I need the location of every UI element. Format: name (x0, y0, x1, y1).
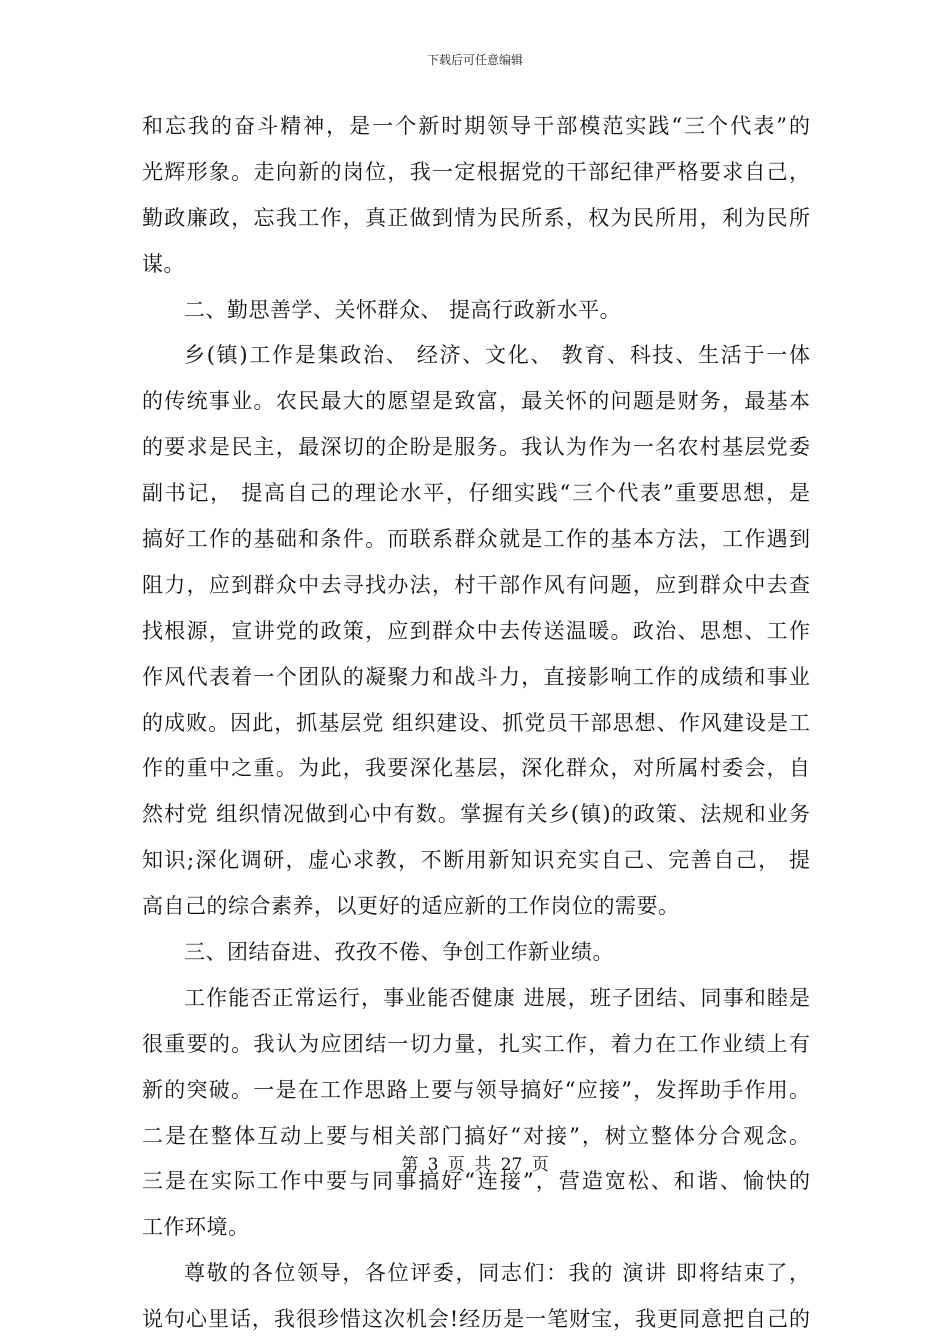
page-header: 下载后可任意编辑 (426, 53, 523, 67)
section-heading: 三、团结奋进、孜孜不倦、争创工作新业绩。 (184, 940, 614, 965)
text-line: 尊敬的各位领导，各位评委，同志们：我的 演讲 即将结束了， (184, 1261, 810, 1286)
section-heading: 二、勤思善学、关怀群众、 提高行政新水平。 (184, 297, 622, 322)
text-line: 搞好工作的基础和条件。而联系群众就是工作的基本方法，工作遇到 (142, 527, 810, 552)
text-line: 知识;深化调研，虚心求教，不断用新知识充实自己、完善自己， 提 (142, 848, 810, 873)
text-line: 的传统事业。农民最大的愿望是致富，最关怀的问题是财务，最基本 (142, 389, 810, 414)
text-line: 高自己的综合素养，以更好的适应新的工作岗位的需要。 (142, 894, 680, 919)
text-line: 工作环境。 (142, 1215, 250, 1240)
text-line: 和忘我的奋斗精神，是一个新时期领导干部模范实践“三个代表”的 (142, 114, 810, 138)
text-line: 副书记， 提高自己的理论水平，仔细实践“三个代表”重要思想，是 (142, 481, 810, 506)
text-line: 的成败。因此，抓基层党 组织建设、抓党员干部思想、作风建设是工 (142, 710, 810, 735)
text-line: 说句心里话，我很珍惜这次机会!经历是一笔财宝，我更同意把自己的 (142, 1307, 810, 1332)
page-number-footer: 第 3 页 共 27 页 (401, 1155, 549, 1175)
text-line: 勤政廉政，忘我工作，真正做到情为民所系，权为民所用，利为民所 (142, 205, 810, 230)
text-line: 三是在实际工作中要与同事搞好“连接”，营造宽松、和谐、愉快的 (142, 1169, 810, 1194)
text-line: 找根源，宣讲党的政策，应到群众中去传送温暖。政治、思想、工作 (142, 618, 810, 643)
text-line: 工作能否正常运行，事业能否健康 进展，班子团结、同事和睦是 (184, 985, 810, 1010)
text-line: 作风代表着一个团队的凝聚力和战斗力，直接影响工作的成绩和事业 (142, 664, 810, 689)
text-line: 作的重中之重。为此，我要深化基层，深化群众，对所属村委会，自 (142, 756, 810, 781)
text-line: 二是在整体互动上要与相关部门搞好“对接”，树立整体分合观念。 (142, 1123, 810, 1148)
text-line: 的要求是民主，最深切的企盼是服务。我认为作为一名农村基层党委 (142, 435, 810, 460)
text-line: 很重要的。我认为应团结一切力量，扎实工作，着力在工作业绩上有 (142, 1031, 810, 1056)
text-line: 光辉形象。走向新的岗位，我一定根据党的干部纪律严格要求自己， (142, 159, 810, 184)
text-line: 谋。 (142, 251, 185, 276)
text-line: 乡(镇)工作是集政治、 经济、文化、 教育、科技、生活于一体 (184, 343, 810, 368)
text-line: 阻力，应到群众中去寻找办法，村干部作风有问题，应到群众中去查 (142, 572, 810, 597)
text-line: 新的突破。一是在工作思路上要与领导搞好“应接”，发挥助手作用。 (142, 1077, 810, 1102)
text-line: 然村党 组织情况做到心中有数。掌握有关乡(镇)的政策、法规和业务 (142, 802, 810, 827)
